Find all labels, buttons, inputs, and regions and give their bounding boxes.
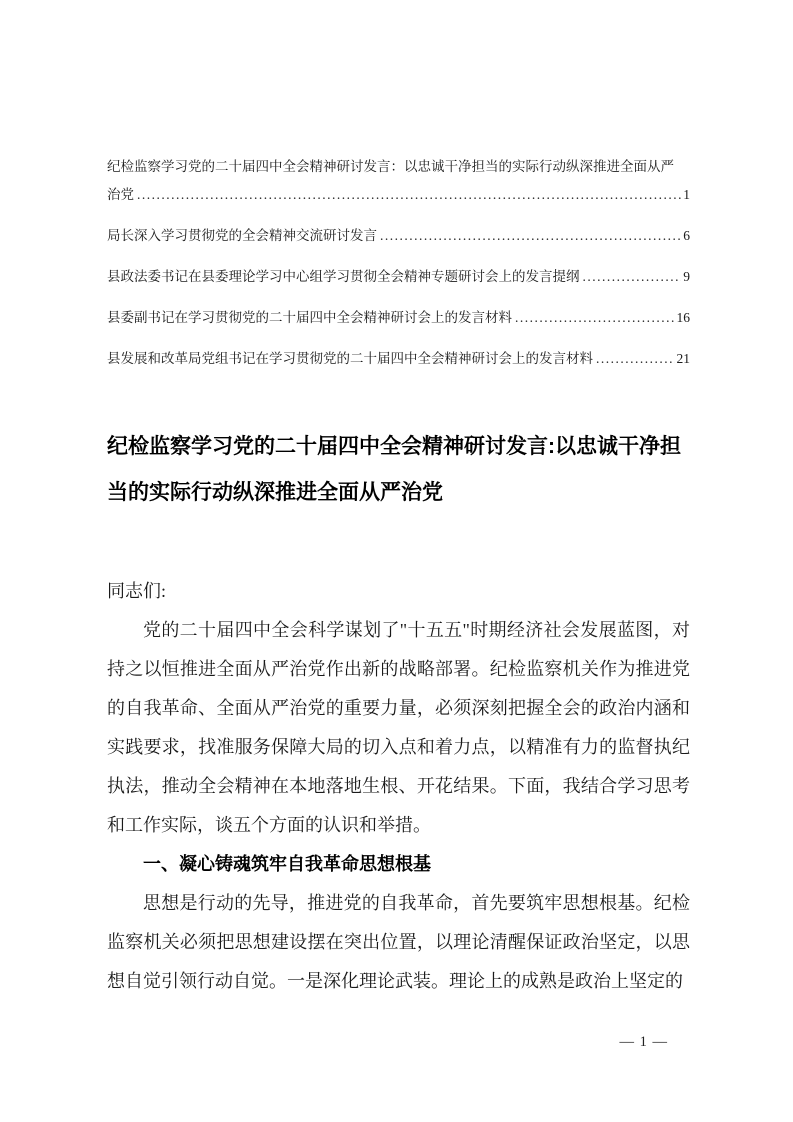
toc-entry-text: 县委副书记在学习贯彻党的二十届四中全会精神研讨会上的发言材料 <box>107 310 512 325</box>
toc-entry-text: 治党 <box>107 187 134 202</box>
toc-entry <box>107 153 690 209</box>
article-body <box>107 572 690 1001</box>
document-title-line: 纪检监察学习党的二十届四中全会精神研讨发言:以忠诚干净担 <box>107 435 681 458</box>
toc-entry-text: 县政法委书记在县委理论学习中心组学习贯彻全会精神专题研讨会上的发言提纲 <box>107 269 580 284</box>
toc-page-number: 16 <box>676 310 690 325</box>
toc-page-number: 9 <box>683 269 690 284</box>
page-number-footer: — 1 — <box>619 1034 668 1050</box>
toc-page-number: 21 <box>676 351 690 366</box>
toc-page-number: 6 <box>683 228 690 243</box>
salutation: 同志们: <box>107 581 167 601</box>
toc-entry <box>107 263 690 291</box>
table-of-contents <box>107 0 690 373</box>
document-title-line: 当的实际行动纵深推进全面从严治党 <box>107 481 443 504</box>
toc-page-number: 1 <box>683 187 690 202</box>
toc-entry <box>107 304 690 332</box>
section-heading: 一、凝心铸魂筑牢自我革命思想根基 <box>143 854 431 874</box>
paragraph: 思想是行动的先导，推进党的自我革命，首先要筑牢思想根基。纪检监察机关必须把思想建设摆在突出位置，以理论清醒保证政治坚定，以思想自觉引领行动自觉。一是深化理论武装。理论上的成熟是政治上坚定的 <box>107 893 690 991</box>
document-content <box>107 0 690 1001</box>
document-title <box>107 424 690 516</box>
paragraph: 党的二十届四中全会科学谋划了"十五五"时期经济社会发展蓝图，对持之以恒推进全面从严治党作出新的战略部署。纪检监察机关作为推进党的自我革命、全面从严治党的重要力量，必须深刻把握全会的政治内涵和实践要求，找准服务保障大局的切入点和着力点，以精准有力的监督执纪执法，推动全会精神在本地落地生根、开花结果。下面，我结合学习思考和工作实际，谈五个方面的认识和举措。 <box>107 620 690 835</box>
toc-leader-dots <box>515 304 675 332</box>
toc-leader-dots <box>137 181 681 209</box>
toc-leader-dots <box>583 263 682 291</box>
toc-leader-dots <box>596 345 675 373</box>
toc-entry-text: 局长深入学习贯彻党的全会精神交流研讨发言 <box>107 228 377 243</box>
toc-leader-dots <box>380 222 681 250</box>
toc-entry-text: 县发展和改革局党组书记在学习贯彻党的二十届四中全会精神研讨会上的发言材料 <box>107 351 593 366</box>
toc-entry <box>107 222 690 250</box>
toc-entry-text: 纪检监察学习党的二十届四中全会精神研讨发言：以忠诚干净担当的实际行动纵深推进全面从严 <box>107 159 674 174</box>
toc-entry <box>107 345 690 373</box>
